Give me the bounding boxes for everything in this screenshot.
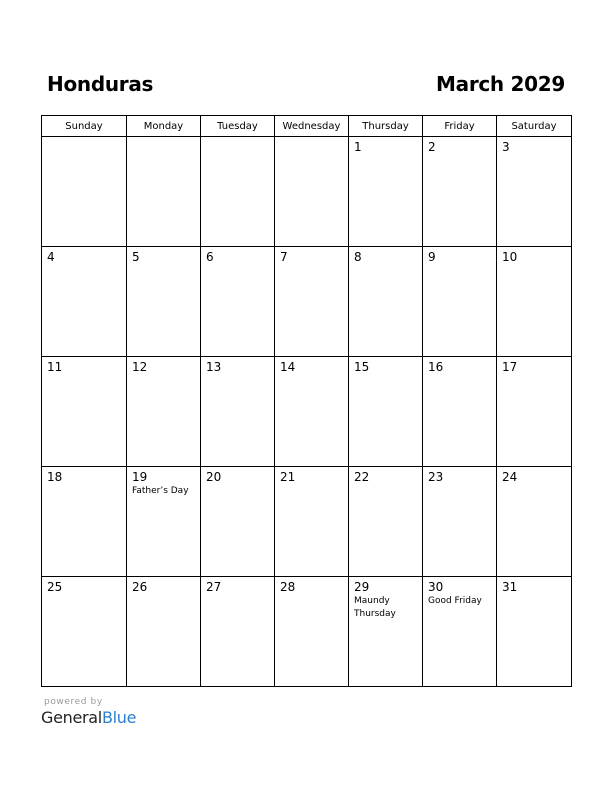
day-cell [497,467,572,577]
day-number: 16 [428,360,444,374]
day-cell [42,247,127,357]
day-number: 5 [132,250,140,264]
week-row [42,467,572,577]
weekday-thursday: Thursday [349,116,423,137]
day-number: 6 [206,250,214,264]
day-cell [349,577,423,687]
weekday-wednesday: Wednesday [275,116,349,137]
day-cell [349,137,423,247]
day-number: 8 [354,250,362,264]
day-number: 23 [428,470,444,484]
day-number: 14 [280,360,296,374]
powered-by-text: powered by [44,697,103,707]
empty-day-cell [127,137,201,247]
day-number: 9 [428,250,436,264]
day-cell [497,137,572,247]
weekday-header-row [42,116,572,137]
week-row [42,247,572,357]
day-number: 24 [502,470,518,484]
weekday-monday: Monday [127,116,201,137]
day-number: 3 [502,140,510,154]
weekday-friday: Friday [423,116,497,137]
day-cell [201,577,275,687]
day-number: 17 [502,360,518,374]
day-cell [275,467,349,577]
brand-blue: Blue [101,708,137,727]
day-number: 28 [280,580,296,594]
holiday-label: Father’s Day [132,486,189,496]
day-number: 4 [47,250,55,264]
day-number: 25 [47,580,63,594]
day-number: 11 [47,360,63,374]
day-number: 22 [354,470,370,484]
day-cell [275,247,349,357]
day-cell [423,357,497,467]
day-cell [275,357,349,467]
brand-general: General [41,708,102,727]
day-number: 30 [428,580,444,594]
holiday-label: Good Friday [428,596,482,606]
day-cell [127,247,201,357]
day-number: 29 [354,580,370,594]
day-cell [349,357,423,467]
empty-day-cell [201,137,275,247]
empty-day-cell [42,137,127,247]
weekday-sunday: Sunday [42,116,127,137]
day-number: 26 [132,580,148,594]
week-row [42,577,572,687]
day-number: 19 [132,470,148,484]
day-number: 13 [206,360,222,374]
day-cell [423,137,497,247]
day-number: 20 [206,470,222,484]
month-year-title: March 2029 [436,72,565,96]
day-cell [42,577,127,687]
day-cell [423,247,497,357]
day-number: 10 [502,250,518,264]
week-row [42,137,572,247]
day-cell [127,577,201,687]
day-cell [42,357,127,467]
day-cell [42,467,127,577]
empty-day-cell [275,137,349,247]
day-cell [201,467,275,577]
day-number: 21 [280,470,296,484]
day-cell [349,247,423,357]
day-cell [127,357,201,467]
day-cell [423,467,497,577]
day-number: 12 [132,360,148,374]
day-number: 27 [206,580,222,594]
day-cell [349,467,423,577]
day-cell [275,577,349,687]
day-cell [497,247,572,357]
weekday-saturday: Saturday [497,116,572,137]
holiday-label: Maundy Thursday [354,596,396,619]
day-cell [497,577,572,687]
generalblue-logo[interactable] [41,708,136,727]
day-number: 7 [280,250,288,264]
day-number: 2 [428,140,436,154]
day-cell [127,467,201,577]
calendar-grid [41,115,572,687]
week-row [42,357,572,467]
day-cell [497,357,572,467]
day-number: 15 [354,360,370,374]
country-title: Honduras [47,72,154,96]
day-number: 18 [47,470,63,484]
day-number: 31 [502,580,518,594]
weekday-tuesday: Tuesday [201,116,275,137]
day-cell [423,577,497,687]
day-cell [201,357,275,467]
day-number: 1 [354,140,362,154]
footer-branding [41,697,136,727]
day-cell [201,247,275,357]
